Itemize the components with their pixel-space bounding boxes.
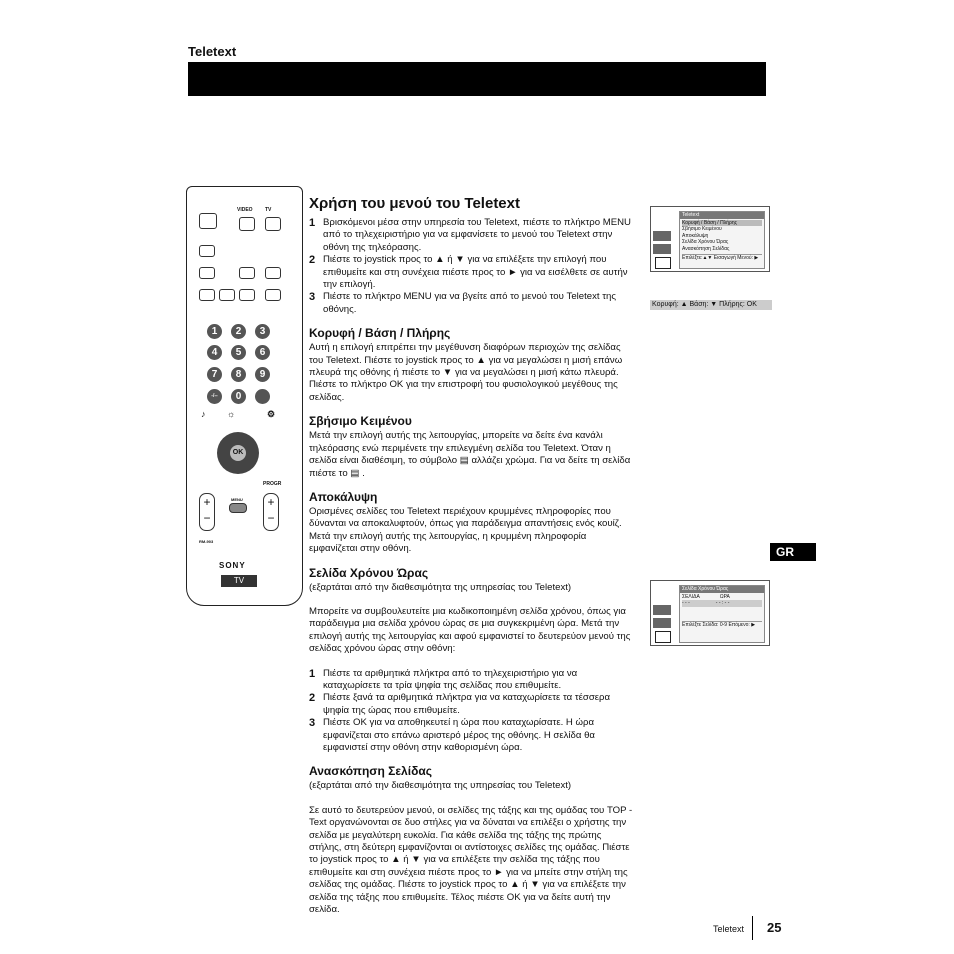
picture-icon: ☼ [227, 409, 236, 419]
teletext-button-icon [199, 245, 215, 257]
intro-step [309, 254, 634, 291]
section-text: Αυτή η επιλογή επιτρέπει την μεγέθυνση διαφόρων περιοχών της σελίδας του Teletext. Πιέστε το joystick προς το ▲ για να μεγαλώσει η μισή επάνω πλευρά της οθόνης ή πιέστε το ▼ για να μεγαλώσει η μισή κάτω πλευρά. Πιέστε το πλήκτρο OK για την επιστροφή του φυσιολογικού μεγέθους της σελίδας. [309, 342, 623, 403]
jump-key-icon [255, 389, 270, 404]
tv-screen-clock [650, 580, 770, 646]
menu-title: Σελίδα Χρόνου Ώρας [680, 586, 764, 593]
step-number: 3 [309, 291, 316, 304]
num-key-1: 1 [207, 324, 222, 339]
remote-button-icon [239, 267, 255, 279]
num-key-5: 5 [231, 345, 246, 360]
menu-footer: Επιλέξτε Σελίδα: 0-9 Επόμενο: ▶ [682, 621, 762, 629]
page-value: - - - [682, 600, 690, 606]
clock-menu [679, 585, 765, 643]
menu-item: Σβήσιμο Κειμένου [682, 226, 722, 232]
step-text: Πιέστε τα αριθμητικά πλήκτρα από το τηλεχειριστήριο για να καταχωρίσετε τα τρία ψηφία της σελίδας που επιθυμείτε. [323, 667, 578, 691]
step-number: 1 [309, 217, 316, 229]
video-power-icon [239, 217, 255, 231]
step-text: Πιέστε το πλήκτρο MENU για να βγείτε από το μενού του Teletext της οθόνης. [323, 291, 617, 315]
remote-button-icon [265, 289, 281, 301]
ok-button: OK [230, 445, 246, 461]
menu-footer: Επιλέξτε:▲▼ Εισαγωγή Μενού: ▶ [682, 254, 762, 262]
section-note: (εξαρτάται από την διαθεσιμότητα της υπηρεσίας του Teletext) [309, 581, 572, 593]
menu-title: Teletext [680, 212, 764, 219]
zoom-icon [653, 605, 671, 615]
step-number: 2 [309, 254, 316, 267]
step-number: 1 [309, 667, 316, 680]
remote-button-icon [239, 289, 255, 301]
joystick [217, 432, 259, 474]
section-text: Σε αυτό το δευτερεύον μενού, οι σελίδες της τάξης και της ομάδας του TOP - Text οργανώνονται σε δυο στήλες για να δύναται να επιλέξει ο χρήστης την σελίδα με μεγαλύτερη ευκολία. Για κάθε σελίδα της τάξης της πρώτης στήλης, στη δεύτερη εμφανίζονται οι αντίστοιχες σελίδες της ομάδας. Πιέστε το joystick προς το ▲ ή ▼ για να επιλέξετε την σελίδα της τάξης που επιθυμείτε και στη συνέχεια πιέστε προς το ► για να μπείτε στην στήλη της σελίδας της ομάδας. Πιέστε το joystick προς το ▲ ή ▼ για να επιλέξετε την σελίδα της τάξης που επιθυμείτε. Τέλος πιέστε OK για να δείτε αυτή την σελίδα. [309, 804, 633, 916]
clock-step [309, 692, 634, 717]
remote-button-icon [199, 267, 215, 279]
menu-label: MENU [231, 497, 243, 502]
mute-button-icon [199, 213, 217, 229]
footer-divider [752, 916, 753, 940]
intro-step [309, 291, 634, 316]
settings-icon: ⚙ [267, 409, 276, 419]
num-key-6: 6 [255, 345, 270, 360]
header-bar [188, 62, 766, 96]
menu-item: Κορυφή / Βάση / Πλήρης [682, 220, 762, 227]
col-page: ΣΕΛΙΔΑ [682, 593, 700, 600]
progr-label: PROGR [263, 481, 282, 487]
section-heading: Αποκάλυψη [309, 489, 378, 504]
step-text: Πιέστε ξανά τα αριθμητικά πλήκτρα για να καταχωρίσετε τα τέσσερα ψηφία της ώρας που επιθυμείτε. [323, 692, 611, 716]
program-rocker-icon: + − [263, 493, 279, 531]
step-number: 2 [309, 692, 316, 705]
menu-values [682, 600, 762, 607]
remote-button-icon [265, 267, 281, 279]
zoom-caption: Κορυφή: ▲ Βάση: ▼ Πλήρης: OK [650, 300, 772, 310]
page-title: Χρήση του μενού του Teletext [309, 195, 520, 212]
section-text: Μετά την επιλογή αυτής της λειτουργίας, μπορείτε να δείτε ένα κανάλι τηλεόρασης ενώ περιμένετε την επιλεγμένη σελίδα του Teletext. Όταν η σελίδα είναι διαθέσιμη, το σύμβολο ▤ αλλάζει χρώμα. Για να δείτε τη σελίδα πιέστε το ▤ . [309, 430, 631, 479]
section-note: (εξαρτάται από την διαθεσιμότητα της υπηρεσίας του Teletext) [309, 780, 572, 792]
tv-screen-menu [650, 206, 770, 272]
model-label: RM-903 [199, 539, 214, 544]
zoom-icon [653, 244, 671, 254]
section-heading: Σελίδα Χρόνου Ώρας [309, 565, 429, 580]
remote-control-illustration [186, 186, 303, 606]
remote-button-icon [199, 289, 215, 301]
teletext-icon [655, 257, 671, 269]
clock-step [309, 717, 634, 754]
section-heading: Σβήσιμο Κειμένου [309, 414, 412, 429]
clock-step [309, 668, 634, 693]
menu-item: Σελίδα Χρόνου Ώρας [682, 239, 729, 245]
language-tab: GR [770, 543, 816, 561]
sound-icon: ♪ [201, 409, 206, 419]
video-label: VIDEO [237, 207, 253, 213]
intro-step [309, 217, 634, 254]
num-key-9: 9 [255, 367, 270, 382]
menu-button-icon [229, 503, 247, 513]
tv-power-icon [265, 217, 281, 231]
step-text: Πιέστε το joystick προς το ▲ ή ▼ για να επιλέξετε την επιλογή που επιθυμείτε και στη συνέχεια πιέστε προς το ► για να εισέλθετε σε αυτήν την επιλογή. [323, 254, 628, 291]
zoom-icon [653, 618, 671, 628]
num-key-0: 0 [231, 389, 246, 404]
step-text: Πιέστε OK για να αποθηκευτεί η ώρα που καταχωρίσατε. Η ώρα εμφανίζεται στο επάνω αριστερό μέρος της οθόνης. Η σελίδα θα εμφανιστεί στην οθόνη στην καθορισμένη ώρα. [323, 717, 595, 753]
page-number: 25 [767, 920, 782, 935]
section-label: Teletext [188, 44, 237, 59]
footer-section: Teletext [713, 924, 745, 934]
brand-logo: SONY [219, 561, 246, 570]
num-key-8: 8 [231, 367, 246, 382]
time-value: - - : - - [715, 600, 730, 606]
remote-button-icon [219, 289, 235, 301]
step-text: Βρισκόμενοι μέσα στην υπηρεσία του Teletext, πιέστε το πλήκτρο MENU από το τηλεχειριστήριο για να εμφανίσετε το μενού του Teletext στην οθόνη της τηλεόρασης. [323, 217, 631, 253]
zoom-icon [653, 231, 671, 241]
digit-key: -/-- [207, 389, 222, 404]
volume-rocker-icon: + − [199, 493, 215, 531]
section-text: Ορισμένες σελίδες του Teletext περιέχουν κρυμμένες πληροφορίες που δύνανται να αποκαλυφτούν, όπως για παράδειγμα απαντήσεις ενός κουίζ. Μετά την επιλογή αυτής της λειτουργίας, η κρυμμένη πληροφορία εμφανίζεται στην οθόνη. [309, 505, 622, 555]
teletext-icon [655, 631, 671, 643]
col-time: ΩΡΑ [719, 593, 730, 600]
num-key-7: 7 [207, 367, 222, 382]
num-key-4: 4 [207, 345, 222, 360]
num-key-2: 2 [231, 324, 246, 339]
tv-badge: TV [221, 575, 257, 587]
step-number: 3 [309, 717, 316, 730]
tv-label: TV [265, 207, 272, 213]
section-heading: Ανασκόπηση Σελίδας [309, 764, 432, 779]
main-content [309, 195, 634, 916]
menu-item: Ανασκόπηση Σελίδας [682, 245, 730, 252]
menu-item: Αποκάλυψη [682, 232, 709, 239]
num-key-3: 3 [255, 324, 270, 339]
section-text: Μπορείτε να συμβουλευτείτε μια κωδικοποιημένη σελίδα χρόνου, όπως για παράδειγμα μια σελίδα χρόνου ώρας σε μια συγκεκριμένη ώρα. Μετά την επιλογή αυτής της λειτουργίας και αφού εμφανιστεί το δευτερεύον μενού της σελίδας χρόνου ώρας στην οθόνη: [309, 605, 631, 655]
teletext-menu [679, 211, 765, 269]
section-heading: Κορυφή / Βάση / Πλήρης [309, 326, 451, 341]
